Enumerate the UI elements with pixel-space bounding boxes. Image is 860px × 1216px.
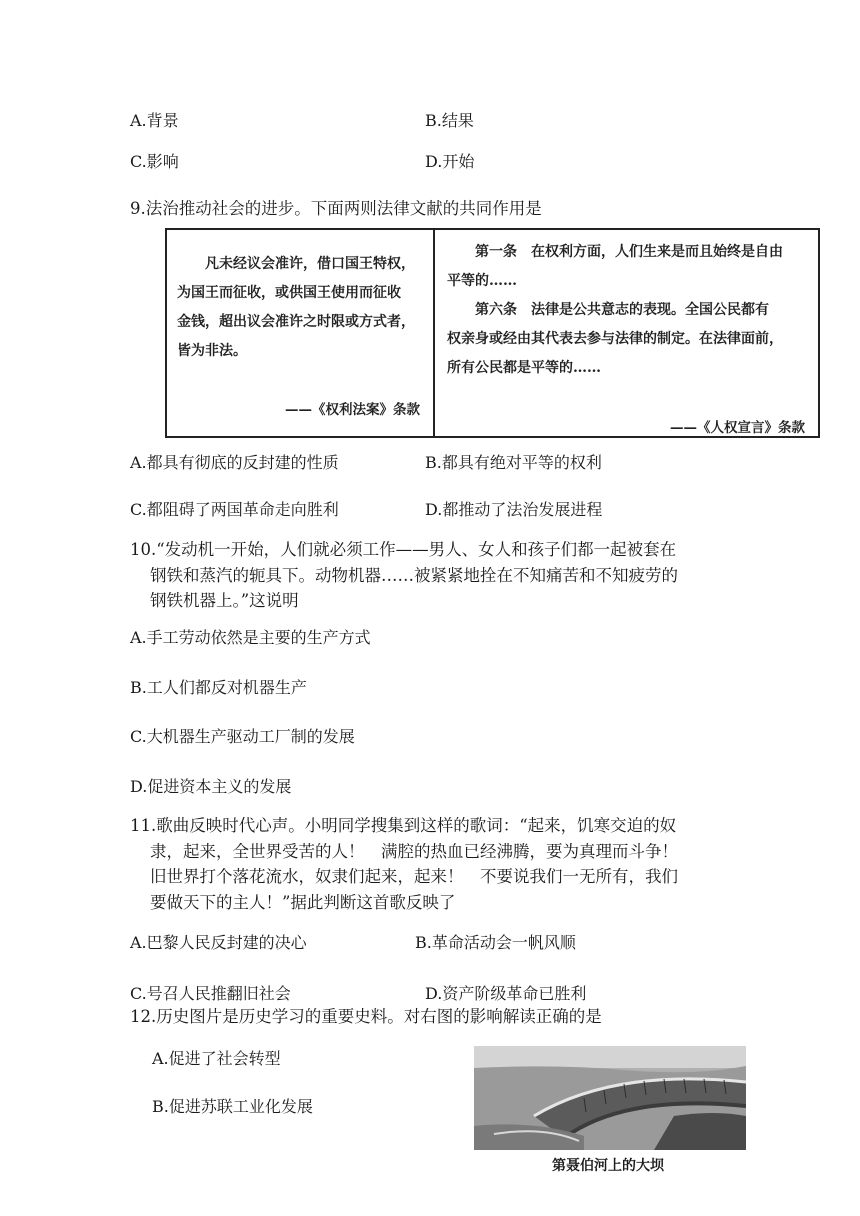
q11-stem-line: 要做天下的主人！”据此判断这首歌反映了 xyxy=(150,893,456,912)
declaration-line: 第一条 在权利方面，人们生来是而且始终是自由 xyxy=(475,244,783,260)
photo-caption: 第聂伯河上的大坝 xyxy=(552,1158,664,1174)
bill-line: 金钱，超出议会准许之时限或方式者， xyxy=(177,314,415,330)
q8-option-b[interactable]: B.结果 xyxy=(425,111,474,130)
q12-option-a[interactable]: A.促进了社会转型 xyxy=(152,1049,281,1068)
q12-option-b[interactable]: B.促进苏联工业化发展 xyxy=(152,1097,313,1116)
q9-option-b[interactable]: B.都具有绝对平等的权利 xyxy=(425,453,602,472)
declaration-line: 权亲身或经由其代表去参与法律的制定。在法律面前， xyxy=(447,331,783,347)
q10-option-a[interactable]: A.手工劳动依然是主要的生产方式 xyxy=(130,628,371,647)
q8-option-d[interactable]: D.开始 xyxy=(425,152,475,171)
declaration-line: 第六条 法律是公共意志的表现。全国公民都有 xyxy=(475,302,769,318)
q11-option-b[interactable]: B.革命活动会一帆风顺 xyxy=(415,933,576,952)
bill-of-rights-source: ——《权利法案》条款 xyxy=(285,402,420,418)
bill-line: 为国王而征收，或供国王使用而征收 xyxy=(177,285,401,301)
declaration-excerpt xyxy=(447,238,812,383)
q8-option-a[interactable]: A.背景 xyxy=(130,111,179,130)
bill-of-rights-excerpt xyxy=(177,250,427,366)
bill-line: 皆为非法。 xyxy=(177,343,247,359)
q10-option-d[interactable]: D.促进资本主义的发展 xyxy=(130,777,292,796)
documents-divider xyxy=(433,230,435,436)
declaration-line: 平等的…… xyxy=(447,273,517,289)
q9-option-a[interactable]: A.都具有彻底的反封建的性质 xyxy=(130,453,339,472)
dnieper-dam-photo xyxy=(474,1046,746,1150)
declaration-source: ——《人权宣言》条款 xyxy=(670,420,805,436)
q11-option-c[interactable]: C.号召人民推翻旧社会 xyxy=(130,984,291,1003)
q9-option-c[interactable]: C.都阻碍了两国革命走向胜利 xyxy=(130,500,339,519)
bill-line: 凡未经议会准许，借口国王特权， xyxy=(205,256,415,272)
q10-stem-line: 钢铁和蒸汽的轭具下。动物机器……被紧紧地拴在不知痛苦和不知疲劳的 xyxy=(150,566,678,585)
q11-stem-line: 11.歌曲反映时代心声。小明同学搜集到这样的歌词：“起来，饥寒交迫的奴 xyxy=(130,816,677,835)
q10-stem-line: 钢铁机器上。”这说明 xyxy=(150,591,299,610)
dam-illustration xyxy=(474,1046,746,1150)
q11-stem-line: 旧世界打个落花流水，奴隶们起来，起来！ 不要说我们一无所有，我们 xyxy=(150,867,678,886)
q10-option-b[interactable]: B.工人们都反对机器生产 xyxy=(130,678,307,697)
q12-stem: 12.历史图片是历史学习的重要史料。对右图的影响解读正确的是 xyxy=(130,1007,602,1026)
q10-stem-line: 10.“发动机一开始，人们就必须工作——男人、女人和孩子们都一起被套在 xyxy=(130,540,677,559)
q11-stem-line: 隶，起来，全世界受苦的人！ 满腔的热血已经沸腾，要为真理而斗争！ xyxy=(150,842,678,861)
q9-documents-box xyxy=(165,228,820,438)
q10-option-c[interactable]: C.大机器生产驱动工厂制的发展 xyxy=(130,727,355,746)
q11-option-a[interactable]: A.巴黎人民反封建的决心 xyxy=(130,933,307,952)
q9-stem: 9.法治推动社会的进步。下面两则法律文献的共同作用是 xyxy=(130,199,542,218)
declaration-line: 所有公民都是平等的…… xyxy=(447,360,601,376)
q9-option-d[interactable]: D.都推动了法治发展进程 xyxy=(425,500,603,519)
q8-option-c[interactable]: C.影响 xyxy=(130,152,179,171)
q11-option-d[interactable]: D.资产阶级革命已胜利 xyxy=(425,984,587,1003)
